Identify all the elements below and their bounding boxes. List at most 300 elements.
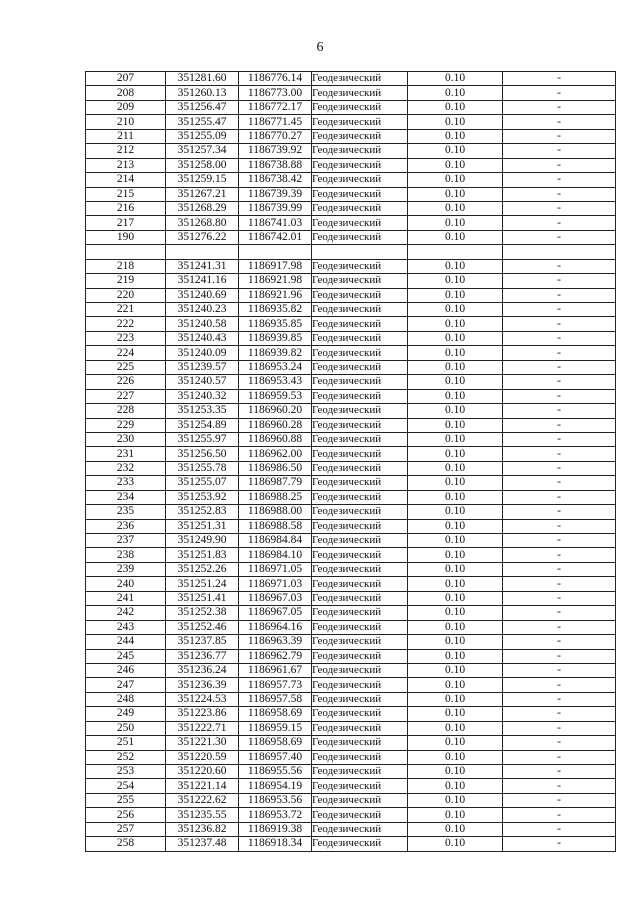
table-row <box>86 144 616 158</box>
x-coordinate-cell: 351241.31 <box>166 259 239 273</box>
x-coordinate-cell: 351257.34 <box>166 144 239 158</box>
accuracy-cell: 0.10 <box>408 418 503 432</box>
method-cell: Геодезический <box>312 187 408 201</box>
note-cell: - <box>503 822 616 836</box>
note-cell: - <box>503 274 616 288</box>
x-coordinate-cell: 351235.55 <box>166 808 239 822</box>
accuracy-cell: 0.10 <box>408 404 503 418</box>
note-cell: - <box>503 288 616 302</box>
x-coordinate-cell: 351252.26 <box>166 562 239 576</box>
x-coordinate-cell: 351251.24 <box>166 577 239 591</box>
accuracy-cell: 0.10 <box>408 86 503 100</box>
note-cell: - <box>503 793 616 807</box>
y-coordinate-cell: 1186917.98 <box>239 259 312 273</box>
method-cell: Геодезический <box>312 216 408 230</box>
method-cell: Геодезический <box>312 822 408 836</box>
y-coordinate-cell: 1186971.05 <box>239 562 312 576</box>
x-coordinate-cell: 351249.90 <box>166 534 239 548</box>
y-coordinate-cell: 1186935.82 <box>239 303 312 317</box>
note-cell: - <box>503 519 616 533</box>
table-row <box>86 230 616 244</box>
x-coordinate-cell: 351267.21 <box>166 187 239 201</box>
y-coordinate-cell: 1186987.79 <box>239 476 312 490</box>
note-cell: - <box>503 736 616 750</box>
method-cell: Геодезический <box>312 461 408 475</box>
method-cell: Геодезический <box>312 476 408 490</box>
x-coordinate-cell: 351237.85 <box>166 635 239 649</box>
accuracy-cell: 0.10 <box>408 476 503 490</box>
point-number-cell: 235 <box>86 505 166 519</box>
accuracy-cell: 0.10 <box>408 663 503 677</box>
table-row <box>86 750 616 764</box>
point-number-cell: 226 <box>86 375 166 389</box>
accuracy-cell: 0.10 <box>408 721 503 735</box>
table-row <box>86 346 616 360</box>
point-number-cell: 252 <box>86 750 166 764</box>
method-cell: Геодезический <box>312 230 408 244</box>
accuracy-cell: 0.10 <box>408 432 503 446</box>
method-cell: Геодезический <box>312 158 408 172</box>
method-cell: Геодезический <box>312 432 408 446</box>
table-row <box>86 577 616 591</box>
table-row <box>86 505 616 519</box>
table-row <box>86 606 616 620</box>
method-cell: Геодезический <box>312 86 408 100</box>
point-number-cell: 214 <box>86 173 166 187</box>
point-number-cell: 254 <box>86 779 166 793</box>
y-coordinate-cell: 1186988.25 <box>239 490 312 504</box>
note-cell: - <box>503 317 616 331</box>
method-cell: Геодезический <box>312 649 408 663</box>
y-coordinate-cell: 1186738.42 <box>239 173 312 187</box>
note-cell: - <box>503 635 616 649</box>
method-cell: Геодезический <box>312 678 408 692</box>
method-cell: Геодезический <box>312 72 408 86</box>
note-cell: - <box>503 707 616 721</box>
page-number: 6 <box>316 40 324 55</box>
method-cell: Геодезический <box>312 620 408 634</box>
accuracy-cell: 0.10 <box>408 505 503 519</box>
y-coordinate-cell: 1186954.19 <box>239 779 312 793</box>
y-coordinate-cell <box>239 245 312 259</box>
table-row <box>86 635 616 649</box>
table-row <box>86 548 616 562</box>
note-cell: - <box>503 591 616 605</box>
note-cell: - <box>503 375 616 389</box>
x-coordinate-cell: 351240.57 <box>166 375 239 389</box>
method-cell: Геодезический <box>312 389 408 403</box>
x-coordinate-cell: 351251.41 <box>166 591 239 605</box>
accuracy-cell: 0.10 <box>408 360 503 374</box>
accuracy-cell: 0.10 <box>408 346 503 360</box>
table-row <box>86 837 616 851</box>
note-cell: - <box>503 808 616 822</box>
accuracy-cell: 0.10 <box>408 534 503 548</box>
accuracy-cell: 0.10 <box>408 447 503 461</box>
note-cell: - <box>503 201 616 215</box>
table-row <box>86 822 616 836</box>
x-coordinate-cell: 351240.23 <box>166 303 239 317</box>
method-cell: Геодезический <box>312 490 408 504</box>
point-number-cell: 245 <box>86 649 166 663</box>
note-cell: - <box>503 765 616 779</box>
point-number-cell: 228 <box>86 404 166 418</box>
note-cell: - <box>503 663 616 677</box>
point-number-cell: 250 <box>86 721 166 735</box>
y-coordinate-cell: 1186770.27 <box>239 129 312 143</box>
table-row <box>86 461 616 475</box>
table-row <box>86 173 616 187</box>
note-cell: - <box>503 750 616 764</box>
table-row <box>86 707 616 721</box>
y-coordinate-cell: 1186960.28 <box>239 418 312 432</box>
table-row <box>86 519 616 533</box>
y-coordinate-cell: 1186771.45 <box>239 115 312 129</box>
accuracy-cell: 0.10 <box>408 490 503 504</box>
table-row <box>86 432 616 446</box>
point-number-cell: 244 <box>86 635 166 649</box>
method-cell: Геодезический <box>312 447 408 461</box>
y-coordinate-cell: 1186958.69 <box>239 707 312 721</box>
accuracy-cell: 0.10 <box>408 288 503 302</box>
y-coordinate-cell: 1186918.34 <box>239 837 312 851</box>
note-cell: - <box>503 620 616 634</box>
accuracy-cell: 0.10 <box>408 822 503 836</box>
point-number-cell: 257 <box>86 822 166 836</box>
y-coordinate-cell: 1186739.39 <box>239 187 312 201</box>
table-row <box>86 721 616 735</box>
x-coordinate-cell: 351240.09 <box>166 346 239 360</box>
point-number-cell: 253 <box>86 765 166 779</box>
point-number-cell: 219 <box>86 274 166 288</box>
table-row <box>86 216 616 230</box>
point-number-cell: 239 <box>86 562 166 576</box>
x-coordinate-cell: 351252.83 <box>166 505 239 519</box>
y-coordinate-cell: 1186967.03 <box>239 591 312 605</box>
note-cell: - <box>503 476 616 490</box>
x-coordinate-cell: 351240.69 <box>166 288 239 302</box>
point-number-cell: 221 <box>86 303 166 317</box>
accuracy-cell: 0.10 <box>408 779 503 793</box>
table-row <box>86 259 616 273</box>
y-coordinate-cell: 1186955.56 <box>239 765 312 779</box>
x-coordinate-cell: 351252.46 <box>166 620 239 634</box>
note-cell: - <box>503 331 616 345</box>
note-cell: - <box>503 837 616 851</box>
table-row <box>86 562 616 576</box>
method-cell: Геодезический <box>312 144 408 158</box>
table-row <box>86 779 616 793</box>
note-cell: - <box>503 303 616 317</box>
accuracy-cell: 0.10 <box>408 389 503 403</box>
accuracy-cell <box>408 245 503 259</box>
x-coordinate-cell <box>166 245 239 259</box>
x-coordinate-cell: 351251.31 <box>166 519 239 533</box>
accuracy-cell: 0.10 <box>408 692 503 706</box>
point-number-cell <box>86 245 166 259</box>
y-coordinate-cell: 1186957.73 <box>239 678 312 692</box>
table-row <box>86 288 616 302</box>
method-cell: Геодезический <box>312 201 408 215</box>
y-coordinate-cell: 1186953.24 <box>239 360 312 374</box>
point-number-cell: 233 <box>86 476 166 490</box>
note-cell: - <box>503 115 616 129</box>
note-cell: - <box>503 432 616 446</box>
x-coordinate-cell: 351223.86 <box>166 707 239 721</box>
x-coordinate-cell: 351222.62 <box>166 793 239 807</box>
table-row <box>86 663 616 677</box>
accuracy-cell: 0.10 <box>408 606 503 620</box>
x-coordinate-cell: 351255.47 <box>166 115 239 129</box>
note-cell: - <box>503 678 616 692</box>
point-number-cell: 218 <box>86 259 166 273</box>
method-cell: Геодезический <box>312 765 408 779</box>
accuracy-cell: 0.10 <box>408 750 503 764</box>
note-cell: - <box>503 86 616 100</box>
accuracy-cell: 0.10 <box>408 678 503 692</box>
accuracy-cell: 0.10 <box>408 548 503 562</box>
point-number-cell: 232 <box>86 461 166 475</box>
x-coordinate-cell: 351240.43 <box>166 331 239 345</box>
y-coordinate-cell: 1186984.84 <box>239 534 312 548</box>
table-row <box>86 360 616 374</box>
method-cell: Геодезический <box>312 793 408 807</box>
accuracy-cell: 0.10 <box>408 837 503 851</box>
note-cell: - <box>503 649 616 663</box>
method-cell: Геодезический <box>312 375 408 389</box>
x-coordinate-cell: 351253.92 <box>166 490 239 504</box>
table-row <box>86 389 616 403</box>
y-coordinate-cell: 1186953.72 <box>239 808 312 822</box>
y-coordinate-cell: 1186957.40 <box>239 750 312 764</box>
method-cell: Геодезический <box>312 736 408 750</box>
y-coordinate-cell: 1186967.05 <box>239 606 312 620</box>
point-number-cell: 242 <box>86 606 166 620</box>
point-number-cell: 227 <box>86 389 166 403</box>
table-row <box>86 418 616 432</box>
point-number-cell: 217 <box>86 216 166 230</box>
y-coordinate-cell: 1186971.03 <box>239 577 312 591</box>
point-number-cell: 213 <box>86 158 166 172</box>
note-cell: - <box>503 548 616 562</box>
note-cell: - <box>503 360 616 374</box>
method-cell <box>312 245 408 259</box>
y-coordinate-cell: 1186958.69 <box>239 736 312 750</box>
point-number-cell: 249 <box>86 707 166 721</box>
y-coordinate-cell: 1186738.88 <box>239 158 312 172</box>
accuracy-cell: 0.10 <box>408 331 503 345</box>
method-cell: Геодезический <box>312 707 408 721</box>
y-coordinate-cell: 1186776.14 <box>239 72 312 86</box>
point-number-cell: 190 <box>86 230 166 244</box>
point-number-cell: 238 <box>86 548 166 562</box>
y-coordinate-cell: 1186739.92 <box>239 144 312 158</box>
accuracy-cell: 0.10 <box>408 635 503 649</box>
accuracy-cell: 0.10 <box>408 793 503 807</box>
method-cell: Геодезический <box>312 548 408 562</box>
y-coordinate-cell: 1186935.85 <box>239 317 312 331</box>
table-row <box>86 201 616 215</box>
point-number-cell: 241 <box>86 591 166 605</box>
accuracy-cell: 0.10 <box>408 144 503 158</box>
accuracy-cell: 0.10 <box>408 201 503 215</box>
method-cell: Геодезический <box>312 519 408 533</box>
y-coordinate-cell: 1186960.88 <box>239 432 312 446</box>
note-cell: - <box>503 505 616 519</box>
y-coordinate-cell: 1186772.17 <box>239 100 312 114</box>
table-row <box>86 692 616 706</box>
method-cell: Геодезический <box>312 750 408 764</box>
method-cell: Геодезический <box>312 346 408 360</box>
point-number-cell: 208 <box>86 86 166 100</box>
x-coordinate-cell: 351220.59 <box>166 750 239 764</box>
accuracy-cell: 0.10 <box>408 461 503 475</box>
method-cell: Геодезический <box>312 100 408 114</box>
method-cell: Геодезический <box>312 837 408 851</box>
x-coordinate-cell: 351281.60 <box>166 72 239 86</box>
x-coordinate-cell: 351260.13 <box>166 86 239 100</box>
accuracy-cell: 0.10 <box>408 808 503 822</box>
table-row <box>86 115 616 129</box>
note-cell <box>503 245 616 259</box>
point-number-cell: 212 <box>86 144 166 158</box>
accuracy-cell: 0.10 <box>408 129 503 143</box>
accuracy-cell: 0.10 <box>408 591 503 605</box>
table-row <box>86 649 616 663</box>
accuracy-cell: 0.10 <box>408 100 503 114</box>
method-cell: Геодезический <box>312 635 408 649</box>
table-row <box>86 765 616 779</box>
y-coordinate-cell: 1186988.58 <box>239 519 312 533</box>
coordinates-table-body <box>86 72 616 852</box>
y-coordinate-cell: 1186988.00 <box>239 505 312 519</box>
x-coordinate-cell: 351240.32 <box>166 389 239 403</box>
point-number-cell: 234 <box>86 490 166 504</box>
x-coordinate-cell: 351268.80 <box>166 216 239 230</box>
point-number-cell: 231 <box>86 447 166 461</box>
note-cell: - <box>503 418 616 432</box>
table-row <box>86 100 616 114</box>
method-cell: Геодезический <box>312 534 408 548</box>
point-number-cell: 223 <box>86 331 166 345</box>
table-row <box>86 490 616 504</box>
y-coordinate-cell: 1186919.38 <box>239 822 312 836</box>
method-cell: Геодезический <box>312 115 408 129</box>
x-coordinate-cell: 351255.07 <box>166 476 239 490</box>
table-row <box>86 303 616 317</box>
note-cell: - <box>503 158 616 172</box>
accuracy-cell: 0.10 <box>408 187 503 201</box>
method-cell: Геодезический <box>312 288 408 302</box>
table-row <box>86 404 616 418</box>
point-number-cell: 220 <box>86 288 166 302</box>
table-row <box>86 447 616 461</box>
point-number-cell: 255 <box>86 793 166 807</box>
note-cell: - <box>503 72 616 86</box>
note-cell: - <box>503 100 616 114</box>
point-number-cell: 240 <box>86 577 166 591</box>
accuracy-cell: 0.10 <box>408 649 503 663</box>
note-cell: - <box>503 144 616 158</box>
table-row <box>86 678 616 692</box>
note-cell: - <box>503 577 616 591</box>
table-row <box>86 534 616 548</box>
note-cell: - <box>503 461 616 475</box>
accuracy-cell: 0.10 <box>408 577 503 591</box>
x-coordinate-cell: 351236.77 <box>166 649 239 663</box>
x-coordinate-cell: 351258.00 <box>166 158 239 172</box>
point-number-cell: 246 <box>86 663 166 677</box>
y-coordinate-cell: 1186957.58 <box>239 692 312 706</box>
method-cell: Геодезический <box>312 360 408 374</box>
y-coordinate-cell: 1186939.82 <box>239 346 312 360</box>
table-row <box>86 331 616 345</box>
method-cell: Геодезический <box>312 317 408 331</box>
method-cell: Геодезический <box>312 274 408 288</box>
note-cell: - <box>503 562 616 576</box>
method-cell: Геодезический <box>312 418 408 432</box>
y-coordinate-cell: 1186742.01 <box>239 230 312 244</box>
accuracy-cell: 0.10 <box>408 216 503 230</box>
note-cell: - <box>503 230 616 244</box>
point-number-cell: 215 <box>86 187 166 201</box>
method-cell: Геодезический <box>312 721 408 735</box>
x-coordinate-cell: 351252.38 <box>166 606 239 620</box>
x-coordinate-cell: 351221.30 <box>166 736 239 750</box>
accuracy-cell: 0.10 <box>408 765 503 779</box>
note-cell: - <box>503 216 616 230</box>
method-cell: Геодезический <box>312 331 408 345</box>
coordinates-table <box>85 71 616 852</box>
accuracy-cell: 0.10 <box>408 303 503 317</box>
x-coordinate-cell: 351236.24 <box>166 663 239 677</box>
point-number-cell: 210 <box>86 115 166 129</box>
accuracy-cell: 0.10 <box>408 562 503 576</box>
x-coordinate-cell: 351239.57 <box>166 360 239 374</box>
x-coordinate-cell: 351237.48 <box>166 837 239 851</box>
note-cell: - <box>503 606 616 620</box>
accuracy-cell: 0.10 <box>408 375 503 389</box>
x-coordinate-cell: 351222.71 <box>166 721 239 735</box>
y-coordinate-cell: 1186964.16 <box>239 620 312 634</box>
y-coordinate-cell: 1186921.96 <box>239 288 312 302</box>
note-cell: - <box>503 490 616 504</box>
accuracy-cell: 0.10 <box>408 115 503 129</box>
method-cell: Геодезический <box>312 606 408 620</box>
accuracy-cell: 0.10 <box>408 519 503 533</box>
table-row <box>86 793 616 807</box>
x-coordinate-cell: 351221.14 <box>166 779 239 793</box>
x-coordinate-cell: 351256.47 <box>166 100 239 114</box>
point-number-cell: 237 <box>86 534 166 548</box>
method-cell: Геодезический <box>312 129 408 143</box>
x-coordinate-cell: 351255.97 <box>166 432 239 446</box>
method-cell: Геодезический <box>312 404 408 418</box>
note-cell: - <box>503 721 616 735</box>
x-coordinate-cell: 351255.09 <box>166 129 239 143</box>
table-row <box>86 317 616 331</box>
method-cell: Геодезический <box>312 173 408 187</box>
table-row <box>86 86 616 100</box>
y-coordinate-cell: 1186959.53 <box>239 389 312 403</box>
point-number-cell: 236 <box>86 519 166 533</box>
method-cell: Геодезический <box>312 259 408 273</box>
table-row <box>86 375 616 389</box>
method-cell: Геодезический <box>312 692 408 706</box>
accuracy-cell: 0.10 <box>408 707 503 721</box>
point-number-cell: 251 <box>86 736 166 750</box>
y-coordinate-cell: 1186962.79 <box>239 649 312 663</box>
